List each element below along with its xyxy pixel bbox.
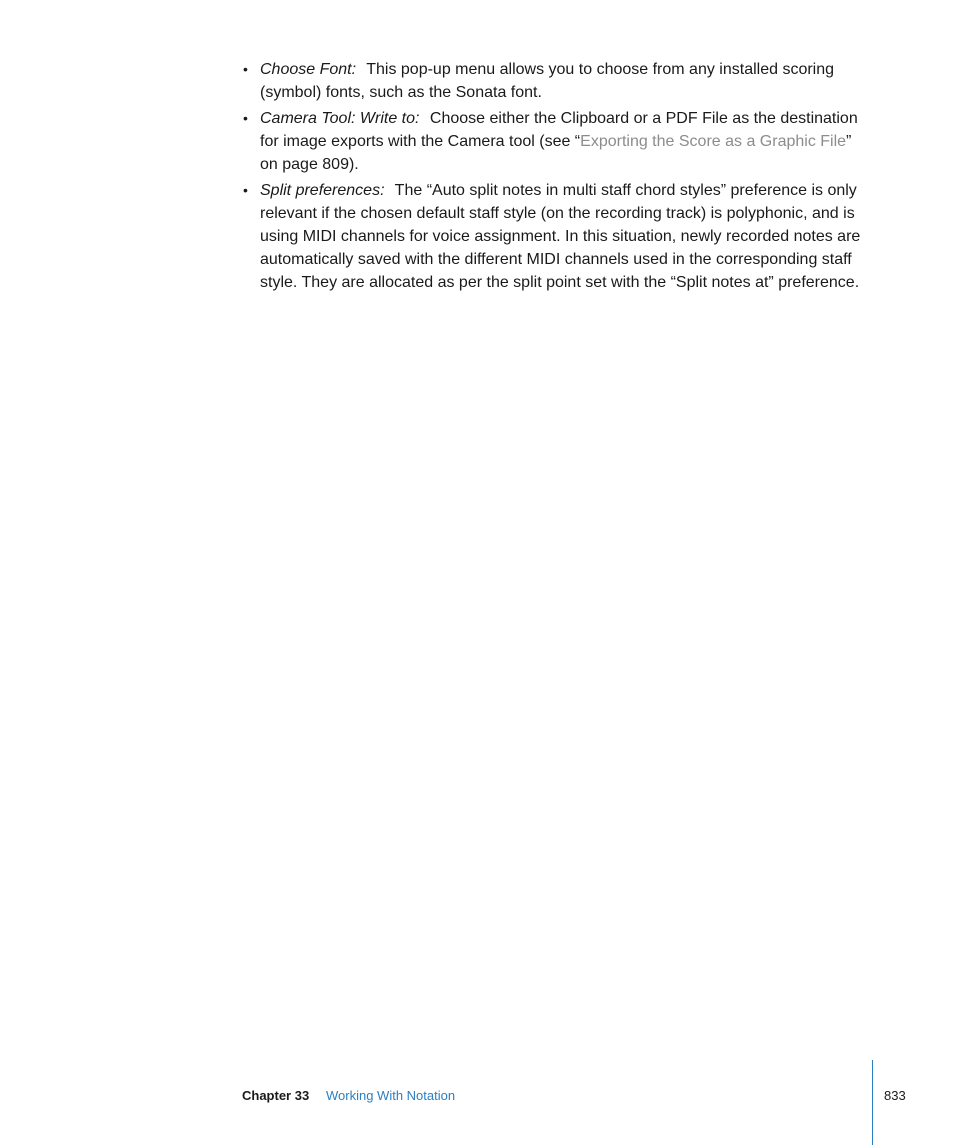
- item-term: Choose Font:: [260, 61, 357, 78]
- item-term: Camera Tool: Write to:: [260, 110, 420, 127]
- footer-chapter-label: Chapter 33: [242, 1088, 310, 1103]
- item-text-after: ” on page 809).: [260, 133, 852, 173]
- item-term: Split preferences:: [260, 182, 385, 199]
- cross-reference-link[interactable]: Exporting the Score as a Graphic File: [580, 133, 847, 150]
- list-item-split-preferences: [242, 179, 872, 294]
- page-number: 833: [884, 1088, 906, 1103]
- item-text-before: Choose either the Clipboard or a PDF File as the destination for image exports with the Camera tool (see “: [260, 110, 858, 150]
- bullet-icon: •: [243, 61, 248, 77]
- list-item-choose-font: [242, 58, 872, 104]
- footer-divider: [872, 1060, 873, 1145]
- list-item-camera-tool: [242, 107, 872, 176]
- preference-list: [242, 58, 872, 294]
- page-body: [242, 58, 872, 297]
- item-text: The “Auto split notes in multi staff chord styles” preference is only relevant if the chosen default staff style (on the recording track) is polyphonic, and is using MIDI channels for voice assignment. In this situation, newly recorded notes are automatically saved with the different MIDI channels used in the corresponding staff style. They are allocated as per the split point set with the “Split notes at” preference.: [260, 182, 861, 291]
- footer-chapter-title-link[interactable]: Working With Notation: [326, 1088, 456, 1103]
- bullet-icon: •: [243, 182, 248, 198]
- item-text: This pop-up menu allows you to choose from any installed scoring (symbol) fonts, such as the Sonata font.: [260, 61, 835, 101]
- bullet-icon: •: [243, 110, 248, 126]
